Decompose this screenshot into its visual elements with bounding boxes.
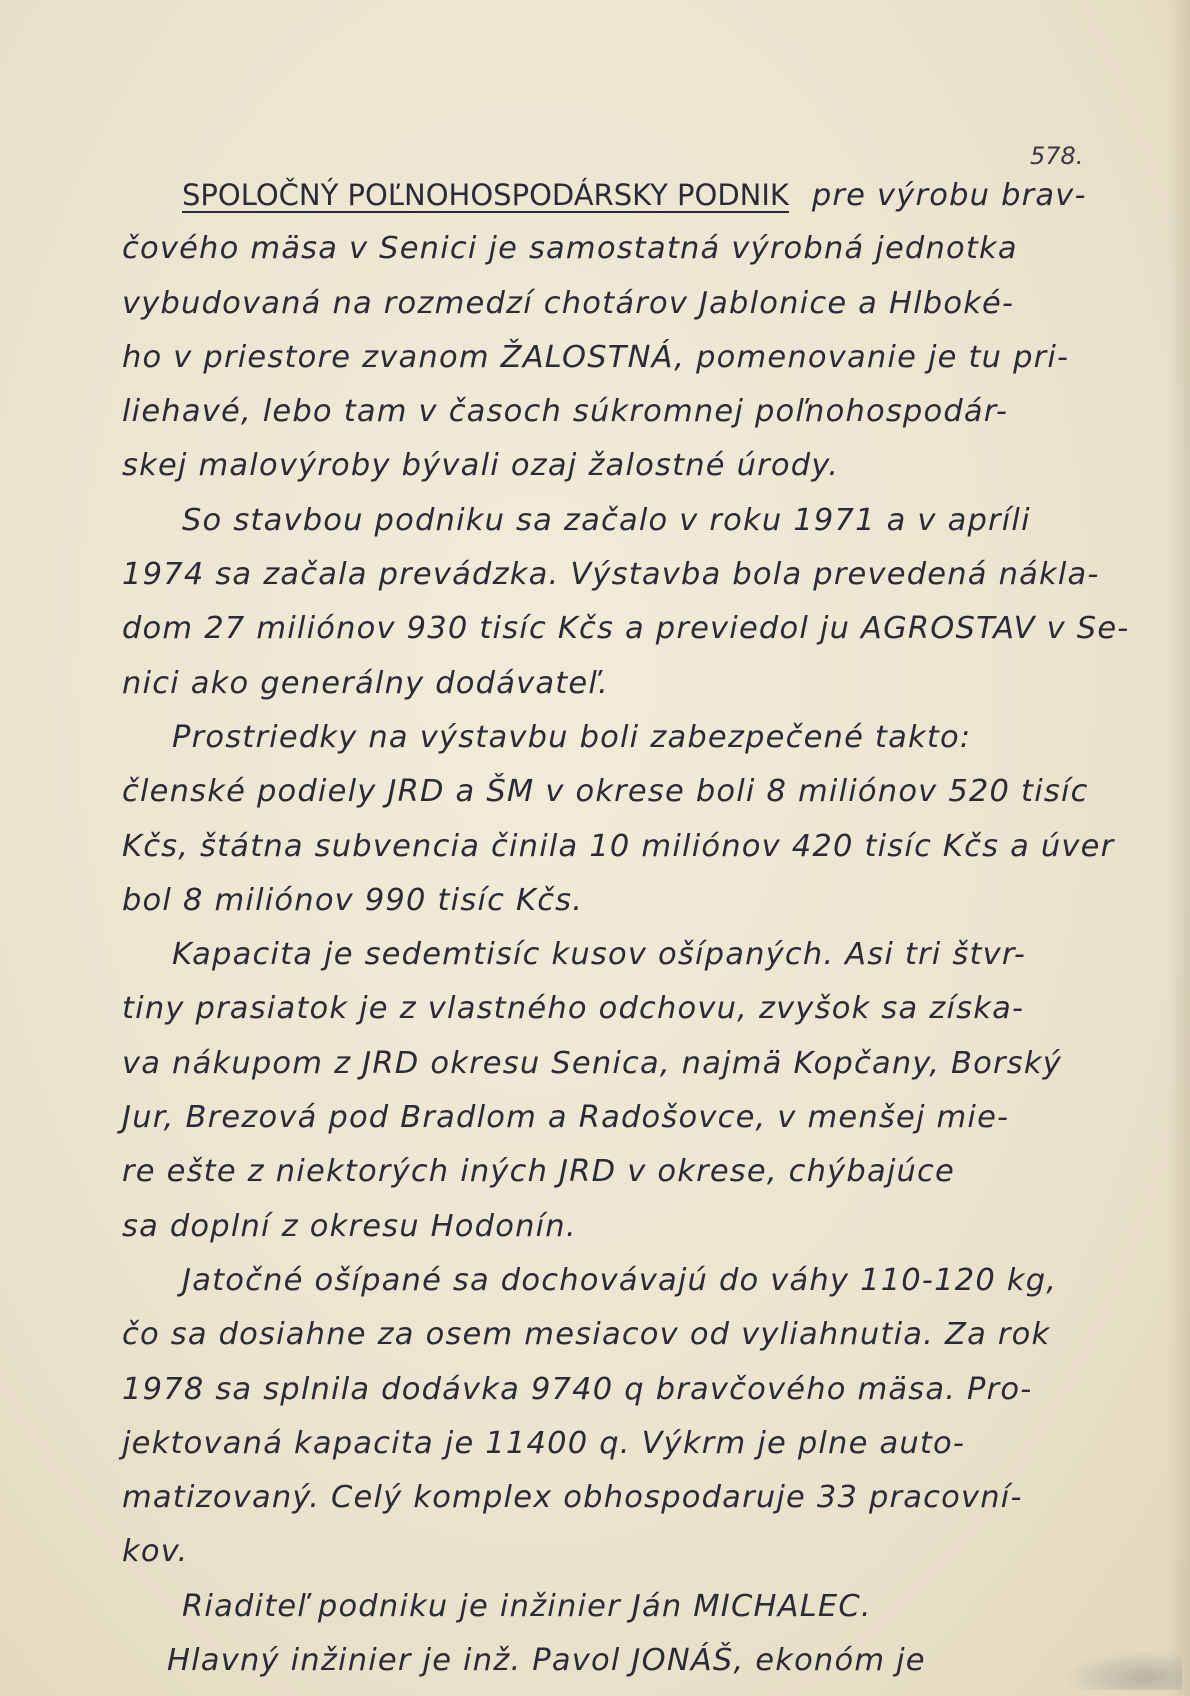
text-line: čového mäsa v Senici je samostatná výrobná jednotka xyxy=(122,231,1018,267)
text-line: kov. xyxy=(122,1534,189,1570)
page-edge-shadow xyxy=(1168,0,1190,1696)
text-line: re ešte z niektorých iných JRD v okrese, chýbajúce xyxy=(122,1154,955,1190)
text-line: 1978 sa splnila dodávka 9740 q bravčového mäsa. Pro- xyxy=(122,1371,1033,1407)
text-line: tiny prasiatok je z vlastného odchovu, zvyšok sa získa- xyxy=(122,991,1025,1027)
text-line: nici ako generálny dodávateľ. xyxy=(122,665,609,701)
text-line: Riaditeľ podniku je inžinier Ján MICHALEC. xyxy=(182,1588,872,1624)
text-line: čo sa dosiahne za osem mesiacov od vyliahnutia. Za rok xyxy=(122,1317,1051,1353)
text-line: členské podiely JRD a ŠM v okrese boli 8 miliónov 520 tisíc xyxy=(122,774,1089,810)
text-line: Hlavný inžinier je inž. Pavol JONÁŠ, ekonóm je xyxy=(167,1643,926,1679)
text-line: vybudovaná na rozmedzí chotárov Jablonice a Hlboké- xyxy=(122,285,1015,321)
text-line: 1974 sa začala prevádzka. Výstavba bola prevedená nákla- xyxy=(122,557,1100,593)
text-line: Kčs, štátna subvencia činila 10 miliónov 420 tisíc Kčs a úver xyxy=(122,828,1115,864)
handwritten-text xyxy=(122,168,1130,1688)
text-line: Jur, Brezová pod Bradlom a Radošovce, v menšej mie- xyxy=(122,1100,1010,1136)
page-heading: SPOLOČNÝ POĽNOHOSPODÁRSKY PODNIK xyxy=(182,178,789,212)
text-line: bol 8 miliónov 990 tisíc Kčs. xyxy=(122,882,584,918)
text-line: sa doplní z okresu Hodonín. xyxy=(122,1208,577,1244)
text-line: Kapacita je sedemtisíc kusov ošípaných. Asi tri štvr- xyxy=(172,937,1027,973)
text-line: skej malovýroby bývali ozaj žalostné úrody. xyxy=(122,448,840,484)
text-line: ho v priestore zvanom ŽALOSTNÁ, pomenovanie je tu pri- xyxy=(122,339,1070,375)
text-line: dom 27 miliónov 930 tisíc Kčs a previedol ju AGROSTAV v Se- xyxy=(122,611,1130,647)
text-line: So stavbou podniku sa začalo v roku 1971 a v apríli xyxy=(182,502,1031,538)
text-line: liehavé, lebo tam v časoch súkromnej poľnohospodár- xyxy=(122,394,1009,430)
text-line: Jatočné ošípané sa dochovávajú do váhy 110-120 kg, xyxy=(182,1262,1058,1298)
heading-continuation: pre výrobu brav- xyxy=(811,178,1087,213)
text-line: matizovaný. Celý komplex obhospodaruje 33 pracovní- xyxy=(122,1480,1023,1516)
text-line: Prostriedky na výstavbu boli zabezpečené takto: xyxy=(172,719,972,755)
text-line xyxy=(122,168,1087,222)
page-number: 578. xyxy=(1030,142,1084,170)
corner-smudge xyxy=(1062,1650,1182,1690)
text-line: va nákupom z JRD okresu Senica, najmä Kopčany, Borský xyxy=(122,1045,1062,1081)
text-line: jektovaná kapacita je 11400 q. Výkrm je plne auto- xyxy=(122,1425,966,1461)
